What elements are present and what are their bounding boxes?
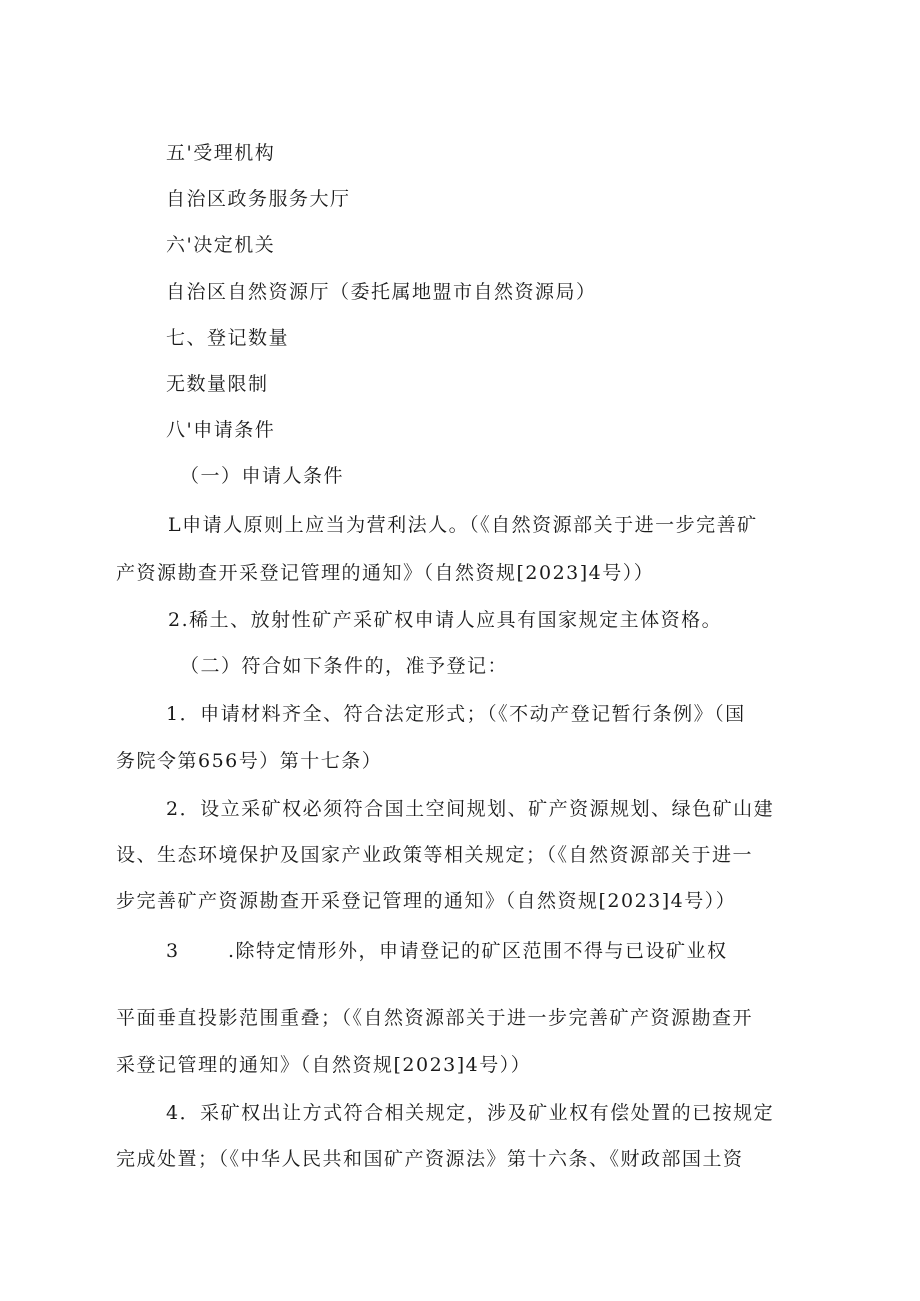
paragraph-line: .除特定情形外，申请登记的矿区范围不得与已设矿业权 [228,940,728,962]
section-heading-8: 八'申请条件 [166,419,276,441]
paragraph-line: 4．采矿权出让方式符合相关规定，涉及矿业权有偿处置的已按规定 [166,1102,775,1124]
paragraph-line: 无数量限制 [166,373,269,395]
paragraph-line: L申请人原则上应当为营利法人。（《自然资源部关于进一步完善矿 [168,514,758,536]
paragraph-line: 自治区政务服务大厅 [166,188,351,210]
paragraph-line: 2.稀土、放射性矿产采矿权申请人应具有国家规定主体资格。 [168,609,723,631]
section-heading-6: 六'决定机关 [166,234,276,256]
list-number-3: 3 [166,940,180,962]
paragraph-line: 设、生态环境保护及国家产业政策等相关规定；（《自然资源部关于进一 [116,844,754,866]
paragraph-line: 步完善矿产资源勘查开采登记管理的通知》（自然资规[2023]4号）） [116,890,737,912]
paragraph-line: 自治区自然资源厅（委托属地盟市自然资源局） [166,281,597,303]
paragraph-line: 平面垂直投影范围重叠；（《自然资源部关于进一步完善矿产资源勘查开 [116,1007,754,1029]
paragraph-line: 2．设立采矿权必须符合国土空间规划、矿产资源规划、绿色矿山建 [166,798,775,820]
paragraph-line: 产资源勘查开采登记管理的通知》（自然资规[2023]4号）） [116,562,655,584]
section-heading-7: 七、登记数量 [166,327,290,349]
paragraph-line: 采登记管理的通知》（自然资规[2023]4号）） [116,1054,532,1076]
paragraph-line: 务院令第656号）第十七条） [116,750,383,772]
paragraph-line: 完成处置；（《中华人民共和国矿产资源法》第十六条、《财政部国土资 [116,1148,744,1170]
subsection-heading-2: （二）符合如下条件的，准予登记： [180,655,509,677]
section-heading-5: 五'受理机构 [166,142,276,164]
paragraph-line: 1．申请材料齐全、符合法定形式；（《不动产登记暂行条例》（国 [166,703,746,725]
subsection-heading-1: （一）申请人条件 [180,465,345,487]
